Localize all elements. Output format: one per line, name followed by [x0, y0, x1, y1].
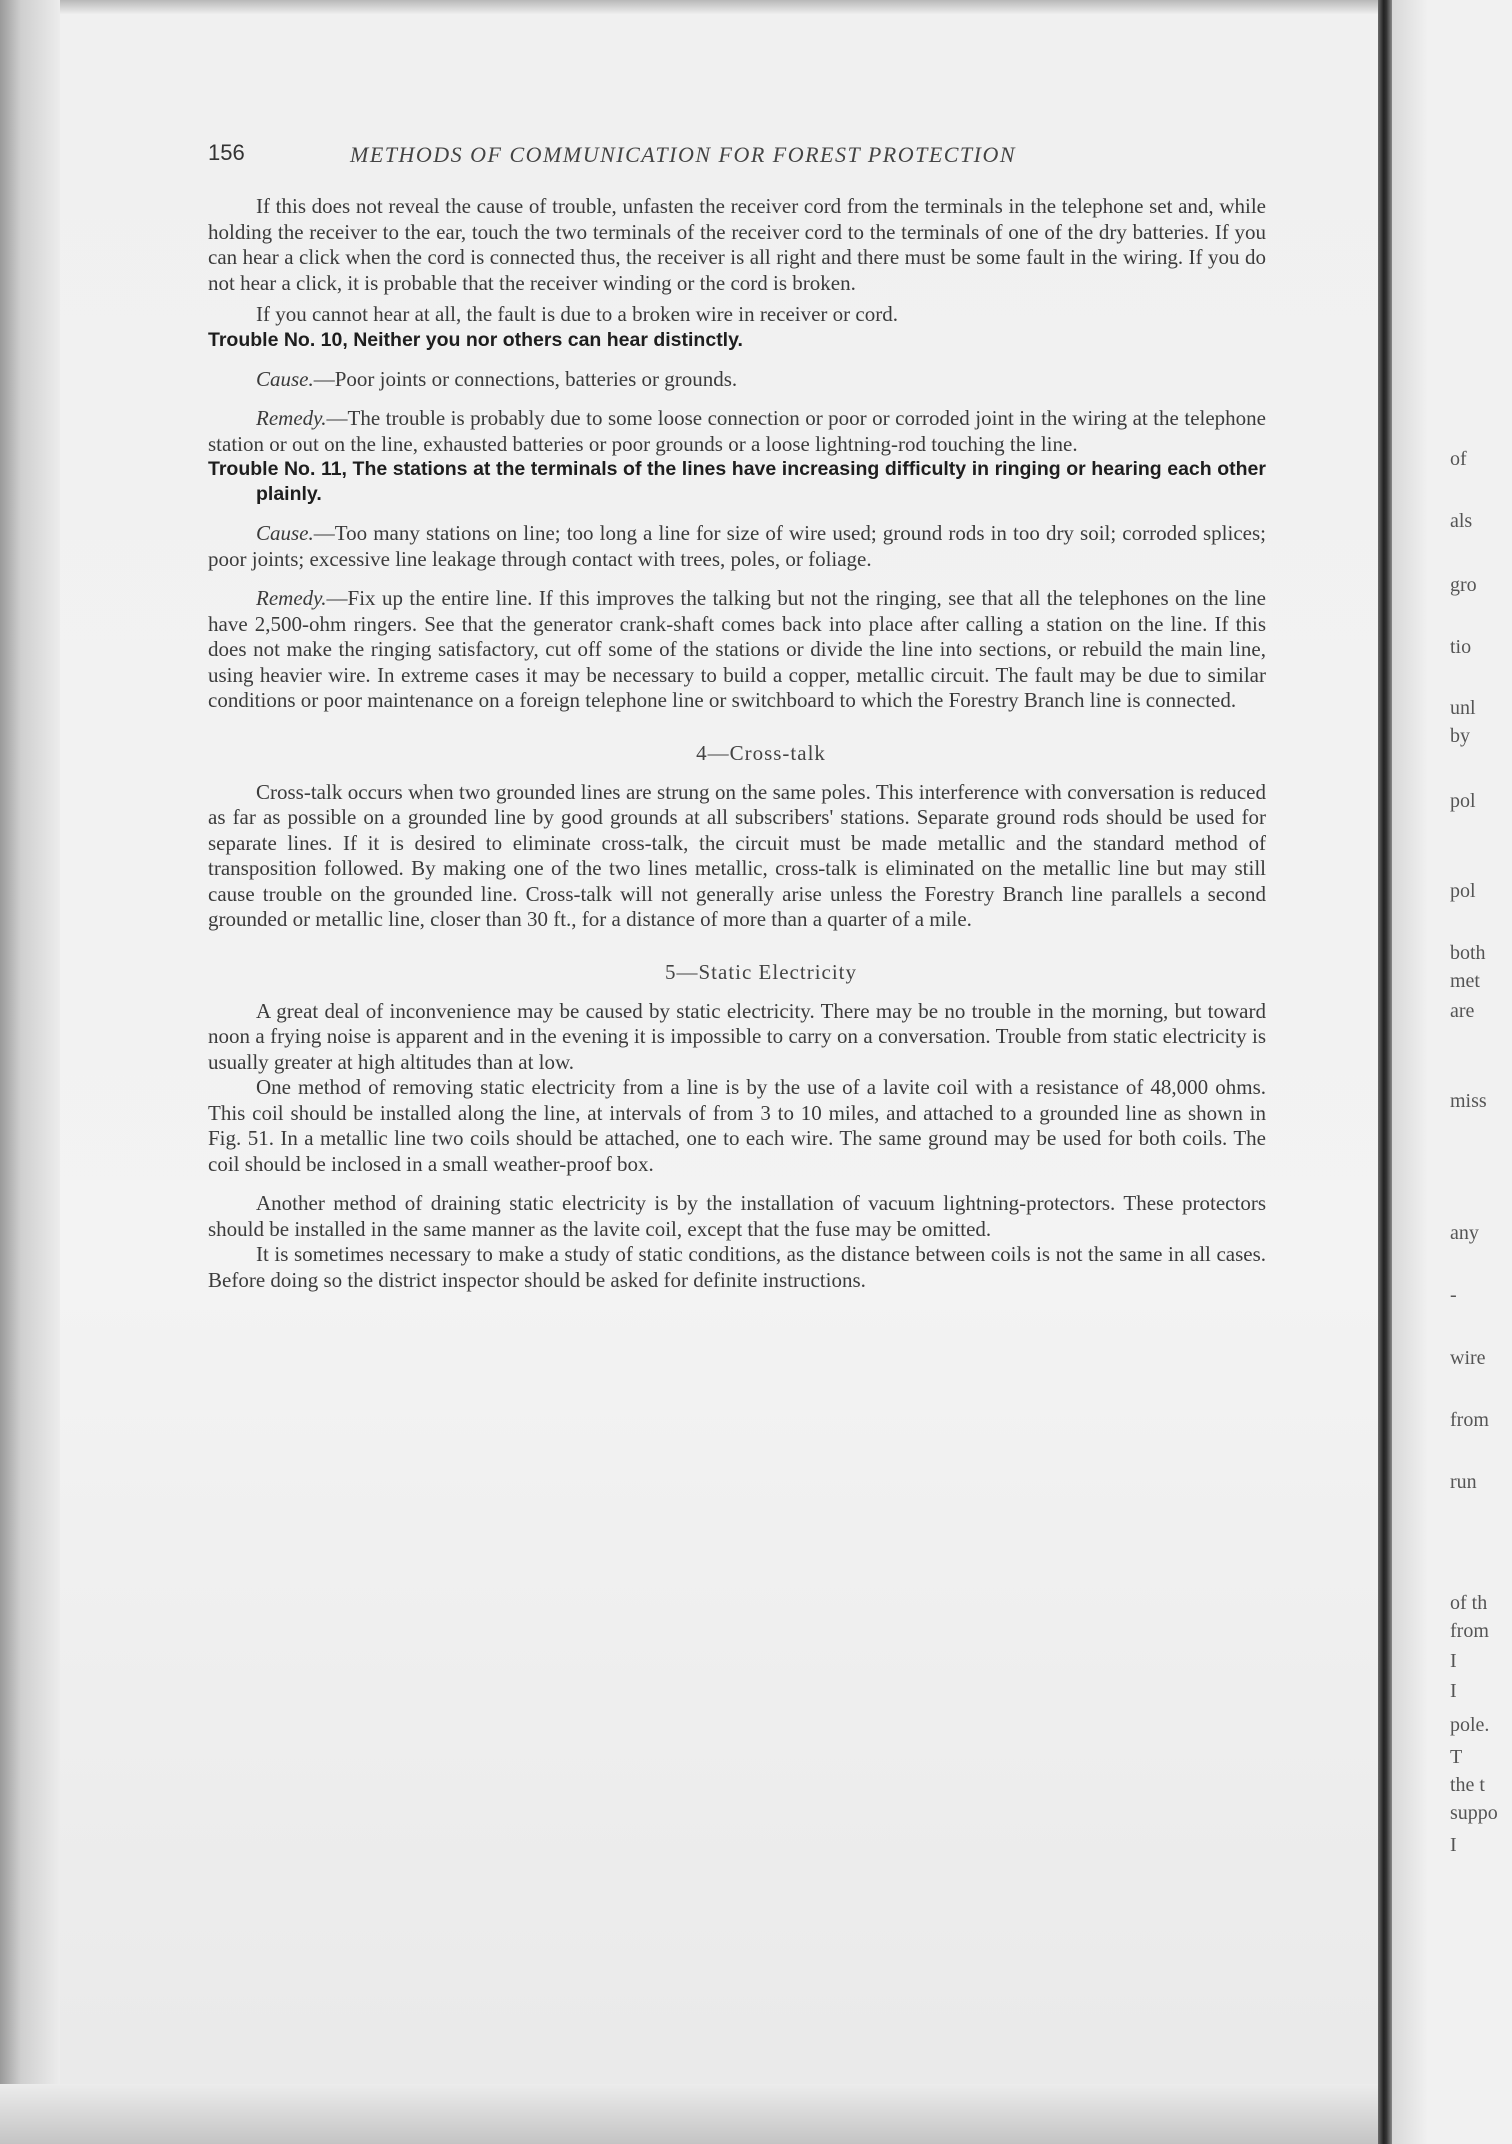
- top-edge-shadow: [0, 0, 1512, 14]
- facing-fragment: of: [1450, 448, 1467, 470]
- facing-fragment: from: [1450, 1620, 1489, 1642]
- facing-fragment: run: [1450, 1471, 1477, 1493]
- page-header: [208, 140, 1266, 180]
- facing-fragment: I: [1450, 1680, 1457, 1702]
- remedy-lead: Remedy.: [256, 406, 327, 430]
- remedy-paragraph: [208, 586, 1266, 714]
- facing-fragment: pol: [1450, 790, 1476, 812]
- remedy-text: —The trouble is probably due to some loose connection or poor or corroded joint in the wiring at the telephone station or out on the line, exhausted batteries or poor grounds or a loose lightning-rod touching the line.: [208, 406, 1266, 456]
- facing-fragment: I: [1450, 1650, 1457, 1672]
- paragraph: It is sometimes necessary to make a study of static conditions, as the distance between coils is not the same in all cases. Before doing so the district inspector should be asked for definite instructions.: [208, 1242, 1266, 1292]
- cause-text: —Poor joints or connections, batteries or grounds.: [313, 366, 738, 391]
- facing-fragment: both: [1450, 942, 1486, 964]
- paragraph: A great deal of inconvenience may be caused by static electricity. There may be no trouble in the morning, but toward noon a frying noise is apparent and in the evening it is impossible to carry on a conversation. Trouble from static electricity is usually greater at high altitudes than at low.: [208, 998, 1266, 1074]
- section-heading: 4—Cross-talk: [696, 740, 826, 765]
- trouble-heading: Trouble No. 10, Neither you nor others can hear distinctly.: [208, 328, 743, 351]
- facing-fragment: from: [1450, 1409, 1489, 1431]
- paragraph: If you cannot hear at all, the fault is due to a broken wire in receiver or cord.: [256, 302, 898, 326]
- book-page: [208, 140, 1266, 1293]
- paragraph: If this does not reveal the cause of trouble, unfasten the receiver cord from the terminals in the telephone set and, while holding the receiver to the ear, touch the two terminals of the receiver cord to the terminals of one of the dry batteries. If you can hear a click when the cord is connected thus, the receiver is all right and there must be some fault in the wiring. If you do not hear a click, it is probable that the receiver winding or the cord is broken.: [208, 194, 1266, 295]
- facing-fragment: suppo: [1450, 1802, 1498, 1824]
- cause-text: —Too many stations on line; too long a line for size of wire used; ground rods in too dry soil; corroded splices; poor joints; excessive line leakage through contact with trees, poles, or foliage.: [208, 521, 1266, 571]
- remedy-lead: Remedy.: [256, 586, 327, 610]
- facing-fragment: gro: [1450, 574, 1477, 596]
- section-heading: 5—Static Electricity: [664, 959, 858, 984]
- book-spine: [1378, 0, 1392, 2144]
- facing-fragment: pol: [1450, 880, 1476, 902]
- paragraph: Another method of draining static electricity is by the installation of vacuum lightning-protectors. These protectors should be installed in the same manner as the lavite coil, except that the fuse may be omitted.: [208, 1191, 1266, 1241]
- facing-fragment: by: [1450, 725, 1470, 747]
- facing-fragment: unl: [1450, 697, 1476, 719]
- facing-fragment: met: [1450, 970, 1480, 992]
- facing-fragment: T: [1450, 1746, 1463, 1768]
- facing-fragment: are: [1450, 1000, 1475, 1022]
- facing-fragment: -: [1450, 1284, 1457, 1306]
- facing-fragment: miss: [1450, 1090, 1487, 1112]
- cause-paragraph: [208, 367, 1266, 393]
- facing-fragment: wire: [1450, 1347, 1486, 1369]
- cause-lead: Cause.: [256, 521, 314, 545]
- remedy-paragraph: [208, 406, 1266, 457]
- facing-fragment: any: [1450, 1222, 1479, 1244]
- paragraph: Cross-talk occurs when two grounded lines are strung on the same poles. This interference with conversation is reduced as far as possible on a grounded line by good grounds at all subscribers' stations. Separate ground rods should be used for separate lines. If it is desired to eliminate cross-talk, the circuit must be made metallic and the standard method of transposition followed. By making one of the two lines metallic, cross-talk is eliminated on the metallic line but may still cause trouble on the grounded line. Cross-talk will not generally arise unless the Forestry Branch line parallels a second grounded or metallic line, closer than 30 ft., for a distance of more than a quarter of a mile.: [208, 779, 1266, 931]
- facing-page-text: [1450, 0, 1512, 2144]
- facing-fragment: I: [1450, 1834, 1457, 1856]
- facing-fragment: the t: [1450, 1774, 1485, 1796]
- trouble-heading: Trouble No. 11, The stations at the terminals of the lines have increasing difficulty in ringing or hearing each other plainly.: [208, 458, 1266, 505]
- facing-fragment: als: [1450, 510, 1473, 532]
- remedy-text: —Fix up the entire line. If this improves the talking but not the ringing, see that all the telephones on the line have 2,500-ohm ringers. See that the generator crank-shaft comes back into place after calling a station on the line. If this does not make the ringing satisfactory, cut off some of the stations or divide the line into sections, or rebuild the main line, using heavier wire. In extreme cases it may be necessary to build a copper, metallic circuit. The fault may be due to similar conditions or poor maintenance on a foreign telephone line or switchboard to which the Forestry Branch line is connected.: [208, 586, 1266, 712]
- running-head: METHODS OF COMMUNICATION FOR FOREST PROTECTION: [350, 142, 1017, 167]
- cause-paragraph: [208, 521, 1266, 572]
- page-number: 156: [208, 140, 245, 165]
- facing-fragment: pole.: [1450, 1714, 1490, 1736]
- facing-fragment: tio: [1450, 636, 1472, 658]
- cause-lead: Cause.: [256, 366, 314, 391]
- bottom-edge-shadow: [0, 2084, 1512, 2144]
- paragraph: One method of removing static electricity from a line is by the use of a lavite coil with a resistance of 48,000 ohms. This coil should be installed along the line, at intervals of from 3 to 10 miles, and attached to a grounded line as shown in Fig. 51. In a metallic line two coils should be attached, one to each wire. The same ground may be used for both coils. The coil should be inclosed in a small weather-proof box.: [208, 1075, 1266, 1176]
- facing-fragment: of th: [1450, 1592, 1488, 1614]
- left-gutter-shadow: [0, 0, 60, 2144]
